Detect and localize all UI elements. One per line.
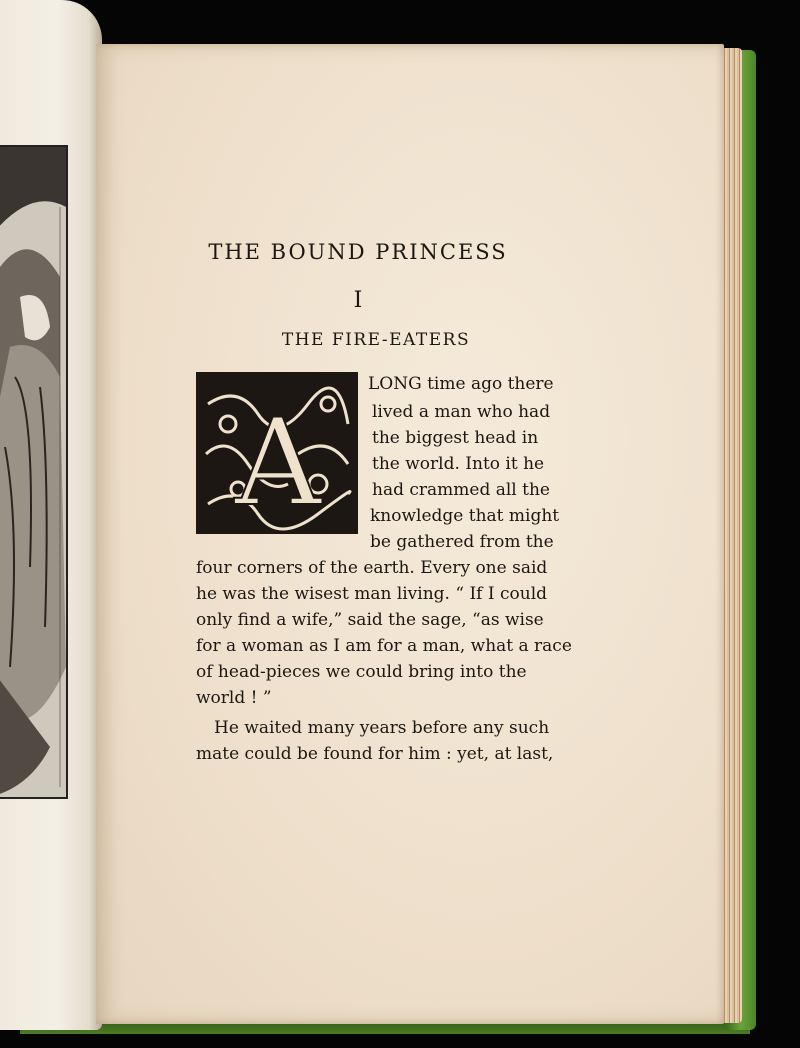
text-line: four corners of the earth. Every one said bbox=[196, 558, 548, 578]
text-line: be gathered from the bbox=[370, 532, 554, 552]
text-line: the world. Into it he bbox=[372, 454, 545, 474]
book-title: THE BOUND PRINCESS bbox=[208, 240, 508, 264]
text-line: LONG time ago there bbox=[368, 374, 554, 394]
text-line: knowledge that might bbox=[370, 506, 560, 526]
text-line: world ! ” bbox=[196, 688, 272, 708]
chapter-title: THE FIRE-EATERS bbox=[281, 330, 471, 350]
text-line: for a woman as I am for a man, what a race bbox=[196, 636, 572, 656]
drop-cap-letter: A bbox=[234, 394, 322, 532]
frontispiece-illustration bbox=[0, 145, 68, 799]
text-line: of head-pieces we could bring into the bbox=[196, 662, 527, 682]
left-page bbox=[0, 0, 102, 1030]
text-line: only find a wife,” said the sage, “as wise bbox=[196, 610, 544, 630]
text-line: had crammed all the bbox=[372, 480, 550, 500]
text-line: mate could be found for him : yet, at last, bbox=[196, 744, 554, 764]
text-line: He waited many years before any such bbox=[214, 718, 550, 738]
text-line: he was the wisest man living. “ If I could bbox=[196, 584, 548, 604]
decorated-initial bbox=[196, 372, 358, 534]
chapter-number: I bbox=[353, 288, 363, 313]
text-line: the biggest head in bbox=[372, 428, 539, 448]
text-line: lived a man who had bbox=[372, 402, 551, 422]
